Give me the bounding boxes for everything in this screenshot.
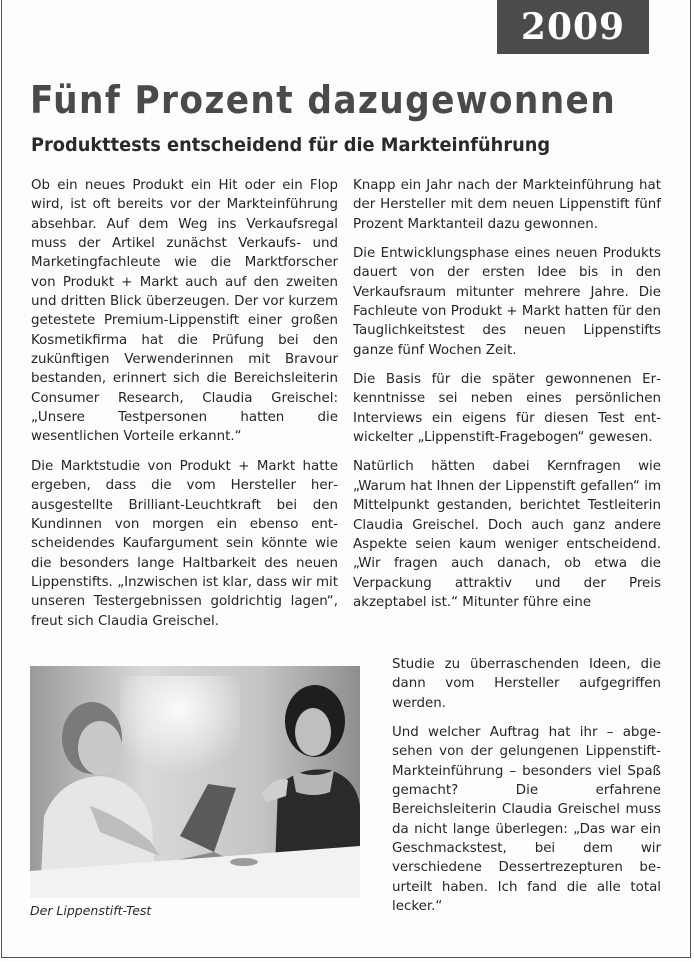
paragraph: Die Entwicklungsphase eines neuen Produkts dauert von der ersten Idee bis in den Verkaufsraum mitunter mehrere Jahre. Die Fachleute von Produkt + Markt hatten für den Tauglichkeitstest des neuen Lippenstifts ganze fünf Wochen Zeit.: [353, 246, 661, 358]
article-column-left: [31, 176, 338, 641]
paragraph: Ob ein neues Produkt ein Hit oder ein Flop wird, ist oft bereits vor der Markteinführung absehbar. Auf dem Weg ins Verkaufsregal muss der Artikel zunächst Verkaufs- und Marketingfachleute wie die Marktforscher von Produkt + Markt auch auf den zweiten und dritten Blick überzeugen. Der vor kurzem getestete Premium-Lippenstift einer großen Kosmetikfirma hat die Prüfung bei den zukünftigen Verwenderinnen mit Bravour bestanden, erinnert sich die Bereichsleiterin Consumer Research, Claudia Greischel: „Unsere Testpersonen hatten die wesentlichen Vorteile erkannt.“: [31, 178, 338, 445]
paragraph: Knapp ein Jahr nach der Markteinführung hat der Hersteller mit dem neuen Lippenstift fünf Prozent Marktanteil dazu gewonnen.: [353, 178, 661, 232]
photo-illustration: [30, 666, 360, 898]
photo-caption: Der Lippenstift-Test: [30, 903, 152, 918]
headline: Fünf Prozent dazugewonnen: [30, 78, 617, 122]
subheadline: Produkttests entscheidend für die Markteinführung: [31, 134, 551, 156]
article-photo: [30, 666, 360, 898]
paragraph: Natürlich hätten dabei Kernfragen wie „Warum hat Ihnen der Lippenstift gefallen“ im Mittelpunkt gestanden, berichtet Testleiterin Claudia Greischel. Doch auch ganz andere Aspekte seien kaum weniger entscheidend. „Wir fragen auch danach, ob etwa die Verpackung attraktiv und der Preis akzeptabel ist.“ Mitunter führe eine: [353, 459, 661, 610]
paragraph: Und welcher Auftrag hat ihr – abgesehen von der gelungenen Lippenstift-Markteinführung – besonders viel Spaß gemacht? Die erfahrene Bereichsleiterin Claudia Greischel muss da nicht lange überlegen: „Das war ein Geschmackstest, bei dem wir verschiedene Dessertrezepturen beurteilt haben. Ich fand die alle total lecker.“: [392, 725, 661, 915]
year-badge: 2009: [497, 0, 649, 54]
paragraph: Studie zu überraschenden Ideen, die dann vom Hersteller aufgegriffen werden.: [392, 657, 661, 711]
paragraph: Die Basis für die später gewonnenen Erkenntnisse sei neben eines persönlichen Interviews ein eigens für diesen Test entwickelter „Lippenstift-Fragebogen“ gewesen.: [353, 372, 661, 446]
article-column-right-lower: [392, 655, 661, 926]
paragraph: Die Marktstudie von Produkt + Markt hatte ergeben, dass die vom Hersteller herausgestellte Brilliant-Leuchtkraft bei den Kundinnen von morgen ein ebenso entscheidendes Kaufargument sein könnte wie die besonders lange Haltbarkeit des neuen Lippenstifts. „Inzwischen ist klar, dass wir mit unseren Testergebnissen goldrichtig lagen“, freut sich Claudia Greischel.: [31, 458, 338, 629]
article-column-right: [353, 176, 661, 622]
